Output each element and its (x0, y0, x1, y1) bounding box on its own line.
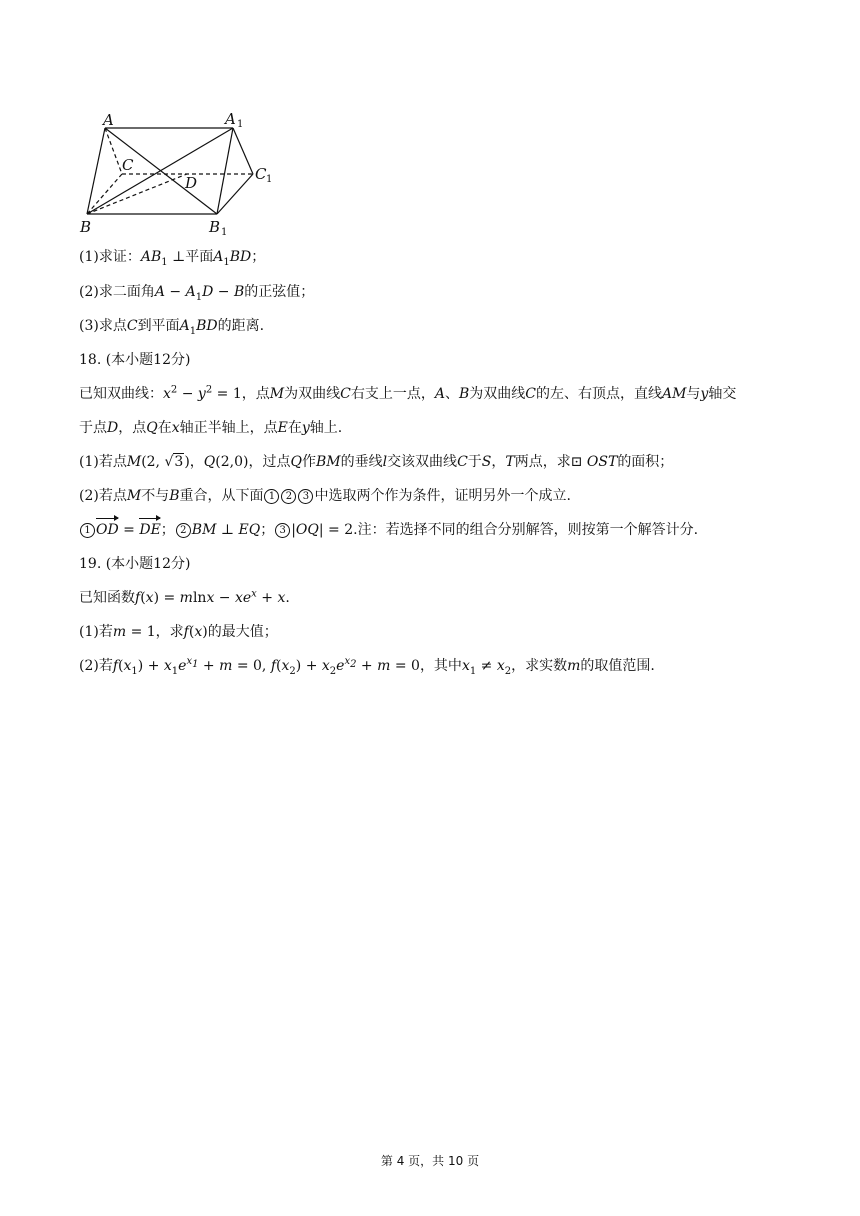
label-B1: B (209, 218, 221, 236)
edge-C1-B1 (217, 174, 253, 214)
label-C1: C (255, 165, 267, 183)
q19-header: 19. (本小题12分) (79, 556, 191, 572)
label-D: D (185, 174, 198, 192)
edge-B-A1 (87, 128, 233, 214)
edge-B-D (87, 174, 187, 214)
edge-A1-C1 (233, 128, 253, 174)
q17-part1: (1)求证：$AB_1$ ⊥平面$A_1BD$； (79, 249, 266, 268)
q17-part3: (3)求点C到平面$A_1BD$的距离. (79, 318, 265, 337)
q18-intro: 已知双曲线：$x^2 - y^2 = 1$，点M为双曲线C右支上一点，A、B为双曲线C的左、右顶点，直线AM与y轴交 (79, 384, 737, 402)
label-B: B (80, 218, 92, 236)
q17-part2: (2)求二面角$A - A_1D - B$的正弦值； (79, 284, 315, 303)
q19-intro: 已知函数$f(x) = mlnx - xe^x + x$. (79, 588, 290, 606)
svg-text:1: 1 (237, 119, 244, 130)
label-A1: A (225, 110, 236, 128)
edge-C-B (87, 174, 122, 214)
page-footer: 第 4 页，共 10 页 (380, 1154, 480, 1168)
edge-A1-B1 (217, 128, 233, 214)
label-A: A (103, 111, 114, 129)
q18-conditions: 1 OD = DE； 2 BM ⊥ EQ； 3 |OQ| = 2.注：若选择不同的组合分别解答，则按第一个解答计分. (79, 520, 698, 540)
triangle-placeholder-icon: ⊡ (570, 454, 583, 470)
q19-part2: (2)若$f(x_1) + x_1e^{x_1} + m = 0$, $f(x_2) + x_2e^{x_2} + m = 0$，其中$x_1 \ne x_2$，求实数m的取值范围. (79, 656, 655, 677)
q18-intro-line2: 于点D，点Q在x轴正半轴上，点E在y轴上. (79, 420, 343, 436)
q18-header: 18. (本小题12分) (79, 352, 191, 368)
q18-part1: (1)若点M(2, √3)，Q(2,0)，过点Q作BM的垂线l交该双曲线C于S，T两点，求⊡ OST的面积； (79, 454, 674, 470)
label-C: C (122, 156, 134, 174)
q18-part2: (2)若点M不与B重合，从下面 1 2 3 中选取两个作为条件，证明另外一个成立. (79, 488, 571, 504)
prism-figure (75, 108, 285, 236)
svg-text:1: 1 (221, 227, 228, 236)
q19-part1: (1)若m = 1，求f(x)的最大值； (79, 624, 278, 640)
svg-text:1: 1 (266, 174, 273, 185)
edge-A-B (87, 128, 105, 214)
